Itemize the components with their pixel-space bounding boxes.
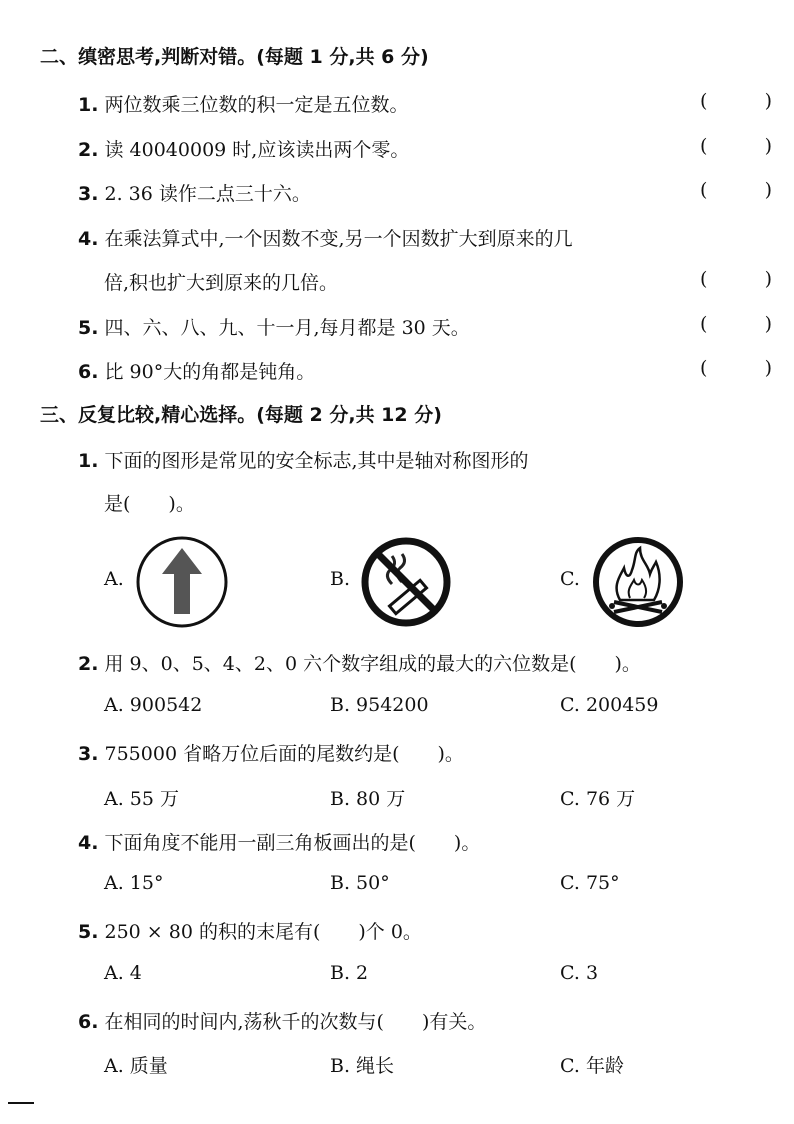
question-item xyxy=(78,313,470,340)
paren-close: ) xyxy=(764,135,772,157)
question-number: 4. xyxy=(78,228,99,250)
option-a[interactable]: A. 4 xyxy=(104,962,142,984)
option-a[interactable]: A. 900542 xyxy=(104,694,203,716)
question-text: 比 90°大的角都是钝角。 xyxy=(104,361,316,383)
option-c[interactable]: C. 3 xyxy=(560,962,599,984)
option-b[interactable]: B. 80 万 xyxy=(330,788,406,810)
question-item xyxy=(78,446,529,473)
paren-close: ) xyxy=(764,357,772,379)
option-c-label[interactable]: C. xyxy=(560,568,580,590)
option-b-label[interactable]: B. xyxy=(330,568,351,590)
answer-blank[interactable] xyxy=(700,135,772,157)
question-text: 250 × 80 的积的末尾有( )个 0。 xyxy=(104,921,422,943)
option-a-label[interactable]: A. xyxy=(104,568,124,590)
paren-open: ( xyxy=(700,90,708,112)
option-a[interactable]: A. 质量 xyxy=(104,1055,168,1077)
question-text: 2. 36 读作二点三十六。 xyxy=(104,183,311,205)
question-text: 用 9、0、5、4、2、0 六个数字组成的最大的六位数是( )。 xyxy=(104,653,641,675)
option-b[interactable]: B. 绳长 xyxy=(330,1055,395,1077)
question-number: 5. xyxy=(78,921,99,943)
question-number: 4. xyxy=(78,832,99,854)
question-item xyxy=(78,828,480,855)
question-item xyxy=(78,649,641,676)
question-number: 6. xyxy=(78,1011,99,1033)
paren-close: ) xyxy=(764,179,772,201)
answer-blank[interactable] xyxy=(700,268,772,290)
question-text: 在乘法算式中,一个因数不变,另一个因数扩大到原来的几 xyxy=(104,228,573,250)
question-item xyxy=(78,739,464,766)
question-number: 3. xyxy=(78,183,99,205)
question-item xyxy=(78,357,315,384)
section-2-title: 二、缜密思考,判断对错。(每题 1 分,共 6 分) xyxy=(40,46,429,68)
answer-blank[interactable] xyxy=(700,313,772,335)
option-b[interactable]: B. 50° xyxy=(330,872,390,894)
campfire-icon[interactable] xyxy=(590,534,686,630)
question-number: 5. xyxy=(78,317,99,339)
question-number: 6. xyxy=(78,361,99,383)
question-item xyxy=(78,917,422,944)
question-text: 读 40040009 时,应该读出两个零。 xyxy=(104,139,410,161)
question-text: 下面的图形是常见的安全标志,其中是轴对称图形的 xyxy=(104,450,529,472)
answer-blank[interactable] xyxy=(700,179,772,201)
question-text: 755000 省略万位后面的尾数约是( )。 xyxy=(104,743,464,765)
paren-close: ) xyxy=(764,90,772,112)
question-item xyxy=(78,1007,486,1034)
option-c[interactable]: C. 76 万 xyxy=(560,788,636,810)
question-text: 两位数乘三位数的积一定是五位数。 xyxy=(104,94,409,116)
question-number: 1. xyxy=(78,94,99,116)
option-c[interactable]: C. 年龄 xyxy=(560,1055,624,1077)
question-text: 在相同的时间内,荡秋千的次数与( )有关。 xyxy=(104,1011,487,1033)
paren-open: ( xyxy=(700,313,708,335)
paren-open: ( xyxy=(700,357,708,379)
question-text: 下面角度不能用一副三角板画出的是( )。 xyxy=(104,832,481,854)
question-item xyxy=(78,224,573,251)
option-b[interactable]: B. 954200 xyxy=(330,694,429,716)
option-c[interactable]: C. 200459 xyxy=(560,694,659,716)
section-3-title: 三、反复比较,精心选择。(每题 2 分,共 12 分) xyxy=(40,404,442,426)
question-item xyxy=(78,135,409,162)
question-number: 3. xyxy=(78,743,99,765)
question-text-continued: 是( )。 xyxy=(104,493,195,515)
question-item xyxy=(78,179,311,206)
answer-blank[interactable] xyxy=(700,357,772,379)
answer-blank[interactable] xyxy=(700,90,772,112)
paren-open: ( xyxy=(700,179,708,201)
paren-close: ) xyxy=(764,313,772,335)
option-b[interactable]: B. 2 xyxy=(330,962,369,984)
paren-close: ) xyxy=(764,268,772,290)
no-smoking-icon[interactable] xyxy=(358,534,454,630)
question-number: 2. xyxy=(78,653,99,675)
paren-open: ( xyxy=(700,268,708,290)
option-a[interactable]: A. 15° xyxy=(104,872,164,894)
question-number: 1. xyxy=(78,450,99,472)
page-edge-mark xyxy=(8,1102,34,1104)
paren-open: ( xyxy=(700,135,708,157)
option-a[interactable]: A. 55 万 xyxy=(104,788,180,810)
question-text: 四、六、八、九、十一月,每月都是 30 天。 xyxy=(104,317,470,339)
arrow-up-icon[interactable] xyxy=(134,534,230,630)
question-text-continued: 倍,积也扩大到原来的几倍。 xyxy=(104,272,339,294)
option-c[interactable]: C. 75° xyxy=(560,872,620,894)
question-number: 2. xyxy=(78,139,99,161)
question-item xyxy=(78,90,409,117)
